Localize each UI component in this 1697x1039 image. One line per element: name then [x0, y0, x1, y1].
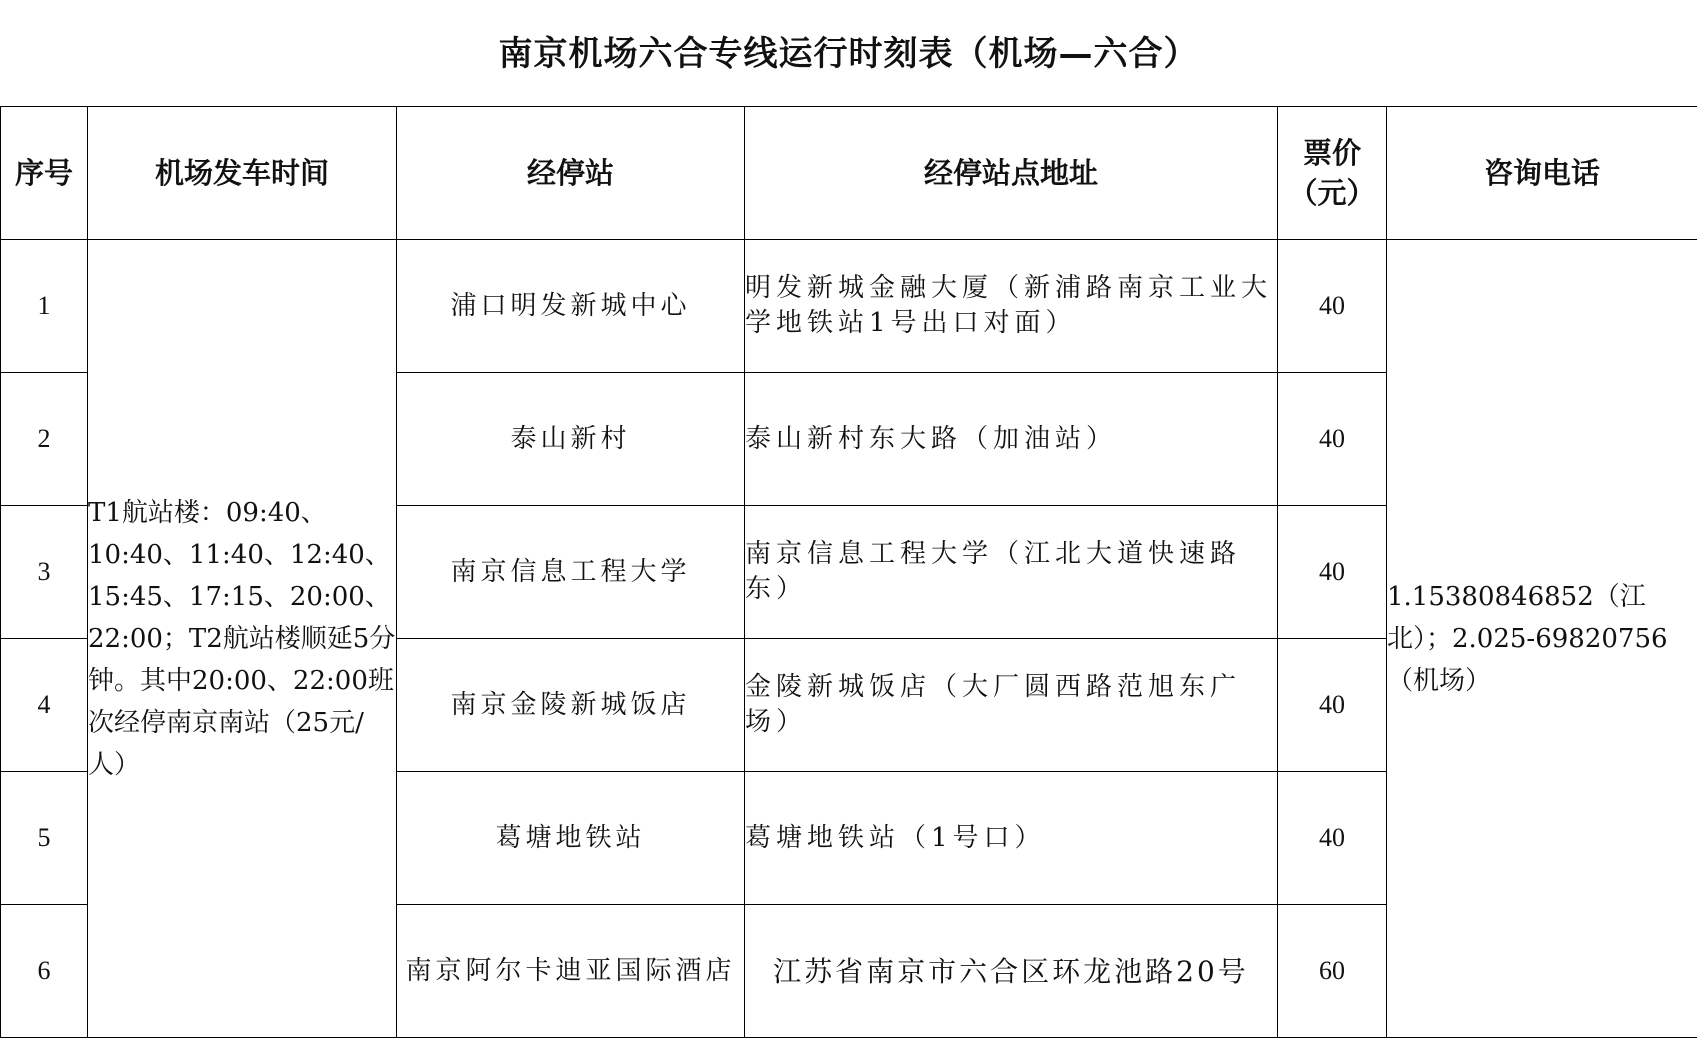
- header-phone: 咨询电话: [1387, 107, 1697, 240]
- row-address: 葛塘地铁站（1号口）: [745, 772, 1278, 905]
- row-price: 40: [1278, 240, 1387, 373]
- departure-time-cell: T1航站楼：09:40、10:40、11:40、12:40、15:45、17:15、20:00、22:00；T2航站楼顺延5分钟。其中20:00、22:00班次经停南京南站（25元/人）: [88, 240, 397, 1038]
- row-station: 南京金陵新城饭店: [397, 639, 745, 772]
- row-price: 40: [1278, 506, 1387, 639]
- schedule-table: [0, 106, 1697, 1038]
- header-departure-time: 机场发车时间: [88, 107, 397, 240]
- row-address: 金陵新城饭店（大厂圆西路范旭东广场）: [745, 639, 1278, 772]
- row-address: 江苏省南京市六合区环龙池路20号: [745, 905, 1278, 1038]
- row-price: 40: [1278, 639, 1387, 772]
- row-address: 南京信息工程大学（江北大道快速路东）: [745, 506, 1278, 639]
- row-station: 葛塘地铁站: [397, 772, 745, 905]
- header-price-label: 票价: [1302, 136, 1361, 170]
- header-seq: 序号: [1, 107, 88, 240]
- phone-cell: 1.15380846852（江北）；2.025-69820756（机场）: [1387, 240, 1697, 1038]
- header-price-unit: （元）: [1288, 176, 1376, 210]
- row-seq: 2: [1, 373, 88, 506]
- row-station: 泰山新村: [397, 373, 745, 506]
- row-seq: 6: [1, 905, 88, 1038]
- row-seq: 5: [1, 772, 88, 905]
- row-station: 南京阿尔卡迪亚国际酒店: [397, 905, 745, 1038]
- page-title: 南京机场六合专线运行时刻表（机场—六合）: [498, 34, 1199, 74]
- header-row: [1, 107, 1697, 240]
- row-price: 40: [1278, 373, 1387, 506]
- row-station: 南京信息工程大学: [397, 506, 745, 639]
- header-price: [1278, 107, 1387, 240]
- row-price: 40: [1278, 772, 1387, 905]
- row-address: 明发新城金融大厦（新浦路南京工业大学地铁站1号出口对面）: [745, 240, 1278, 373]
- row-seq: 1: [1, 240, 88, 373]
- row-seq: 3: [1, 506, 88, 639]
- row-price: 60: [1278, 905, 1387, 1038]
- header-address: 经停站点地址: [745, 107, 1278, 240]
- header-station: 经停站: [397, 107, 745, 240]
- table-row: [1, 240, 1697, 373]
- row-station: 浦口明发新城中心: [397, 240, 745, 373]
- row-seq: 4: [1, 639, 88, 772]
- row-address: 泰山新村东大路（加油站）: [745, 373, 1278, 506]
